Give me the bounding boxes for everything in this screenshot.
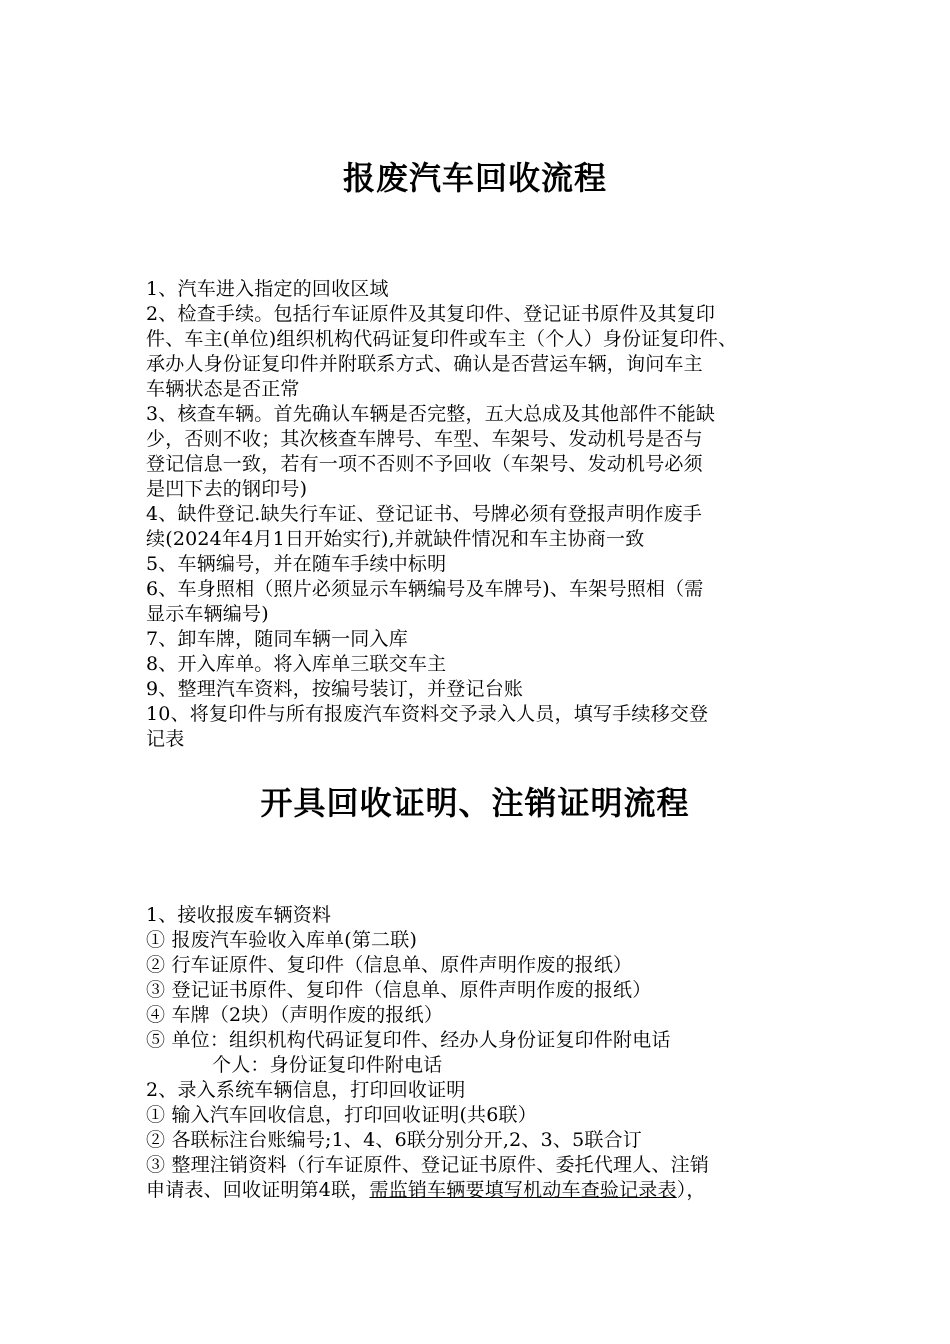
list-item: 4、缺件登记.缺失行车证、登记证书、号牌必须有登报声明作废手 bbox=[146, 503, 703, 525]
list-item: 1、汽车进入指定的回收区域 bbox=[146, 278, 389, 300]
last-line-suffix: ）， bbox=[676, 1179, 706, 1201]
list-item: 续(2024年4月1日开始实行),并就缺件情况和车主协商一致 bbox=[146, 528, 645, 550]
list-item: 2、录入系统车辆信息，打印回收证明 bbox=[146, 1079, 466, 1101]
list-item: 记表 bbox=[146, 728, 185, 750]
section-2-title: 开具回收证明、注销证明流程 bbox=[260, 784, 690, 822]
underlined-note: 需监销车辆要填写机动车查验记录表 bbox=[369, 1179, 677, 1201]
list-item: 2、检查手续。包括行车证原件及其复印件、登记证书原件及其复印 bbox=[146, 303, 716, 325]
list-item: 9、整理汽车资料，按编号装订，并登记台账 bbox=[146, 678, 524, 700]
list-item: 8、开入库单。将入库单三联交车主 bbox=[146, 653, 447, 675]
list-item: ① 报废汽车验收入库单(第二联) bbox=[146, 929, 418, 951]
list-item: 1、接收报废车辆资料 bbox=[146, 904, 332, 926]
list-item: 承办人身份证复印件并附联系方式、确认是否营运车辆，询问车主 bbox=[146, 353, 703, 375]
list-item bbox=[146, 1178, 814, 1203]
list-item: ② 行车证原件、复印件（信息单、原件声明作废的报纸） bbox=[146, 954, 633, 976]
list-item: ③ 登记证书原件、复印件（信息单、原件声明作废的报纸） bbox=[146, 979, 652, 1001]
section-2-body bbox=[146, 903, 814, 1203]
list-item: 车辆状态是否正常 bbox=[146, 378, 300, 400]
list-item: 少，否则不收；其次核查车牌号、车型、车架号、发动机号是否与 bbox=[146, 428, 703, 450]
list-item: 7、卸车牌，随同车辆一同入库 bbox=[146, 628, 408, 650]
list-item: 5、车辆编号，并在随车手续中标明 bbox=[146, 553, 447, 575]
list-item: 是凹下去的钢印号) bbox=[146, 478, 308, 500]
list-item: 件、车主(单位)组织机构代码证复印件或车主（个人）身份证复印件、 bbox=[146, 328, 738, 350]
list-item: ② 各联标注台账编号;1、4、6联分别分开,2、3、5联合订 bbox=[146, 1129, 643, 1151]
list-item: ③ 整理注销资料（行车证原件、登记证书原件、委托代理人、注销 bbox=[146, 1154, 710, 1176]
list-item: 6、车身照相（照片必须显示车辆编号及车牌号)、车架号照相（需 bbox=[146, 578, 704, 600]
section-1-body bbox=[146, 277, 814, 752]
list-item: 3、核查车辆。首先确认车辆是否完整，五大总成及其他部件不能缺 bbox=[146, 403, 716, 425]
list-item: ① 输入汽车回收信息，打印回收证明(共6联） bbox=[146, 1104, 537, 1126]
list-item: 10、将复印件与所有报废汽车资料交予录入人员，填写手续移交登 bbox=[146, 703, 709, 725]
last-line-prefix: 申请表、回收证明第4联， bbox=[146, 1179, 370, 1201]
list-item: 个人：身份证复印件附电话 bbox=[212, 1054, 443, 1076]
section-1-title: 报废汽车回收流程 bbox=[342, 159, 607, 197]
list-item: ⑤ 单位：组织机构代码证复印件、经办人身份证复印件附电话 bbox=[146, 1029, 671, 1051]
list-item: ④ 车牌（2块）（声明作废的报纸） bbox=[146, 1004, 444, 1026]
list-item: 登记信息一致，若有一项不否则不予回收（车架号、发动机号必须 bbox=[146, 453, 703, 475]
list-item: 显示车辆编号) bbox=[146, 603, 269, 625]
